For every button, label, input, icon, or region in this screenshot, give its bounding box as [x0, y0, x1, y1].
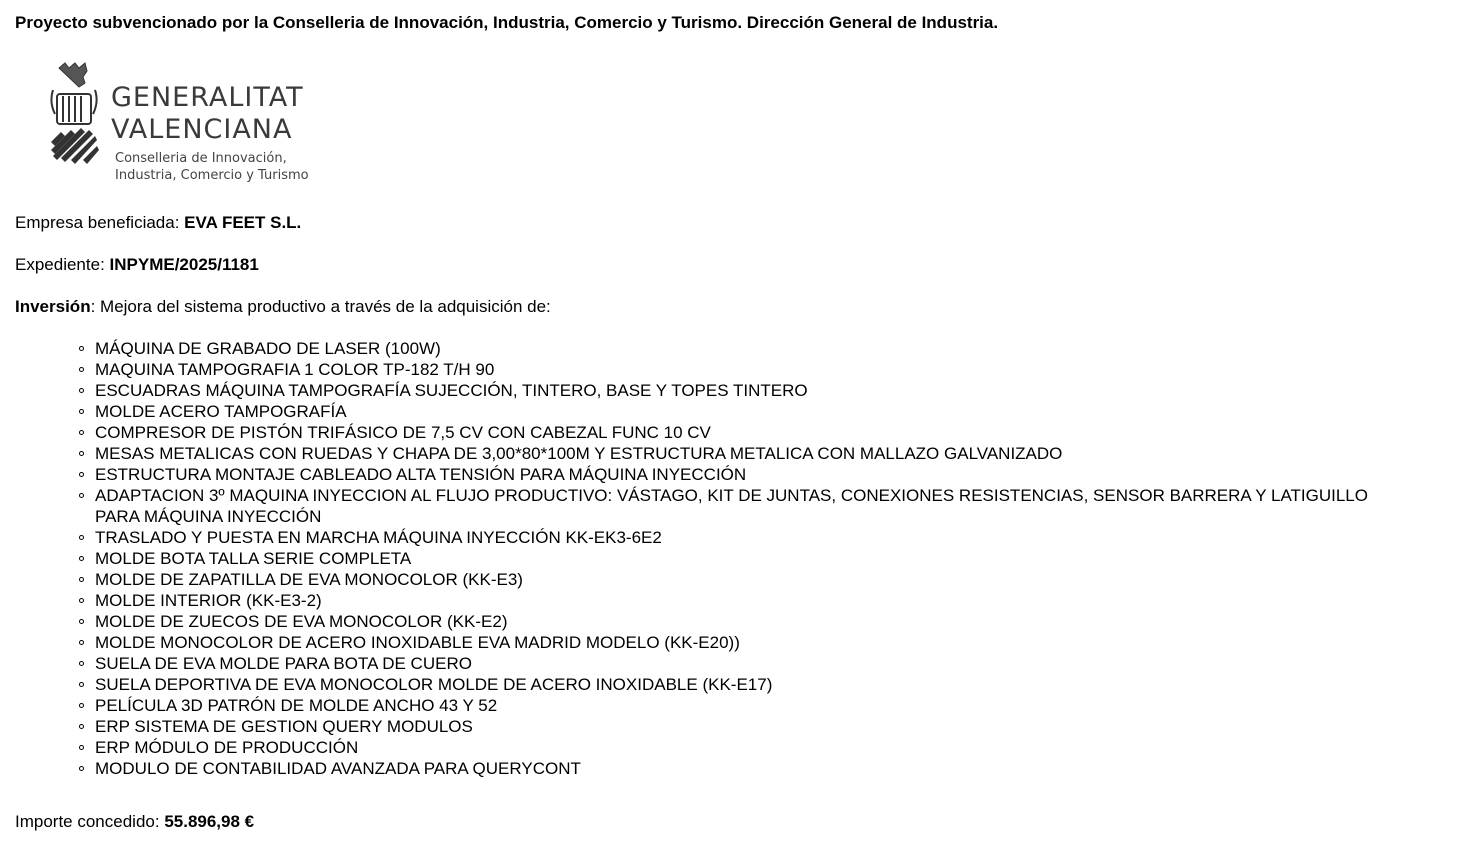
bullet-icon	[79, 367, 84, 372]
bullet-icon	[79, 472, 84, 477]
expediente-value: INPYME/2025/1181	[109, 255, 259, 274]
bullet-icon	[79, 619, 84, 624]
funding-header: Proyecto subvencionado por la Conselleria de Innovación, Industria, Comercio y Turismo. Dirección General de Industria.	[15, 13, 999, 32]
bullet-icon	[79, 661, 84, 666]
inversion-text: : Mejora del sistema productivo a través de la adquisición de:	[90, 297, 551, 316]
list-item: MÁQUINA DE GRABADO DE LASER (100W)	[95, 338, 1455, 359]
list-item: ERP MÓDULO DE PRODUCCIÓN	[95, 737, 1455, 758]
list-item: MOLDE DE ZUECOS DE EVA MONOCOLOR (KK-E2)	[95, 611, 1455, 632]
bullet-icon	[79, 388, 84, 393]
bullet-icon	[79, 598, 84, 603]
expediente-label: Expediente:	[15, 255, 110, 274]
importe-value: 55.896,98 €	[164, 812, 255, 831]
bullet-icon	[79, 451, 84, 456]
list-item: TRASLADO Y PUESTA EN MARCHA MÁQUINA INYECCIÓN KK-EK3-6E2	[95, 527, 1455, 548]
inversion-label: Inversión	[15, 297, 91, 316]
list-item: MOLDE INTERIOR (KK-E3-2)	[95, 590, 1455, 611]
bullet-icon	[79, 409, 84, 414]
svg-text:GENERALITAT: GENERALITAT	[111, 82, 304, 113]
beneficiary-label: Empresa beneficiada:	[15, 213, 185, 232]
list-item: SUELA DEPORTIVA DE EVA MONOCOLOR MOLDE DE ACERO INOXIDABLE (KK-E17)	[95, 674, 1455, 695]
bullet-icon	[79, 535, 84, 540]
coat-of-arms-icon	[49, 60, 349, 186]
list-item: ADAPTACION 3º MAQUINA INYECCION AL FLUJO PRODUCTIVO: VÁSTAGO, KIT DE JUNTAS, CONEXIONES RESISTENCIAS, SENSOR BARRERA Y LATIGUILLO PARA MÁQUINA INYECCIÓN	[95, 485, 1455, 527]
bullet-icon	[79, 346, 84, 351]
bullet-icon	[79, 745, 84, 750]
bullet-icon	[79, 430, 84, 435]
bullet-icon	[79, 577, 84, 582]
svg-text:Conselleria de Innovación,: Conselleria de Innovación,	[115, 151, 287, 166]
beneficiary-value: EVA FEET S.L.	[184, 213, 302, 232]
importe-line	[15, 811, 1455, 833]
list-item: MOLDE MONOCOLOR DE ACERO INOXIDABLE EVA MADRID MODELO (KK-E20))	[95, 632, 1455, 653]
expediente-line	[15, 254, 1455, 276]
list-item: SUELA DE EVA MOLDE PARA BOTA DE CUERO	[95, 653, 1455, 674]
list-item: MODULO DE CONTABILIDAD AVANZADA PARA QUERYCONT	[95, 758, 1455, 779]
bullet-icon	[79, 640, 84, 645]
bullet-icon	[79, 556, 84, 561]
investment-items-list	[15, 338, 1455, 779]
list-item: ERP SISTEMA DE GESTION QUERY MODULOS	[95, 716, 1455, 737]
list-item: MOLDE DE ZAPATILLA DE EVA MONOCOLOR (KK-E3)	[95, 569, 1455, 590]
bullet-icon	[79, 724, 84, 729]
inversion-line	[15, 296, 1455, 318]
beneficiary-line	[15, 212, 1455, 234]
generalitat-valenciana-logo	[49, 60, 349, 186]
svg-text:Industria, Comercio y Turismo: Industria, Comercio y Turismo	[115, 168, 309, 183]
list-item: MOLDE ACERO TAMPOGRAFÍA	[95, 401, 1455, 422]
document-body	[15, 12, 1455, 833]
bullet-icon	[79, 766, 84, 771]
list-item: MOLDE BOTA TALLA SERIE COMPLETA	[95, 548, 1455, 569]
list-item: PELÍCULA 3D PATRÓN DE MOLDE ANCHO 43 Y 52	[95, 695, 1455, 716]
list-item: MAQUINA TAMPOGRAFIA 1 COLOR TP-182 T/H 90	[95, 359, 1455, 380]
list-item: MESAS METALICAS CON RUEDAS Y CHAPA DE 3,00*80*100M Y ESTRUCTURA METALICA CON MALLAZO GALVANIZADO	[95, 443, 1455, 464]
bullet-icon	[79, 703, 84, 708]
svg-text:VALENCIANA: VALENCIANA	[111, 114, 293, 145]
importe-label: Importe concedido:	[15, 812, 165, 831]
list-item: COMPRESOR DE PISTÓN TRIFÁSICO DE 7,5 CV CON CABEZAL FUNC 10 CV	[95, 422, 1455, 443]
bullet-icon	[79, 493, 84, 498]
list-item: ESTRUCTURA MONTAJE CABLEADO ALTA TENSIÓN PARA MÁQUINA INYECCIÓN	[95, 464, 1455, 485]
bullet-icon	[79, 682, 84, 687]
list-item: ESCUADRAS MÁQUINA TAMPOGRAFÍA SUJECCIÓN, TINTERO, BASE Y TOPES TINTERO	[95, 380, 1455, 401]
